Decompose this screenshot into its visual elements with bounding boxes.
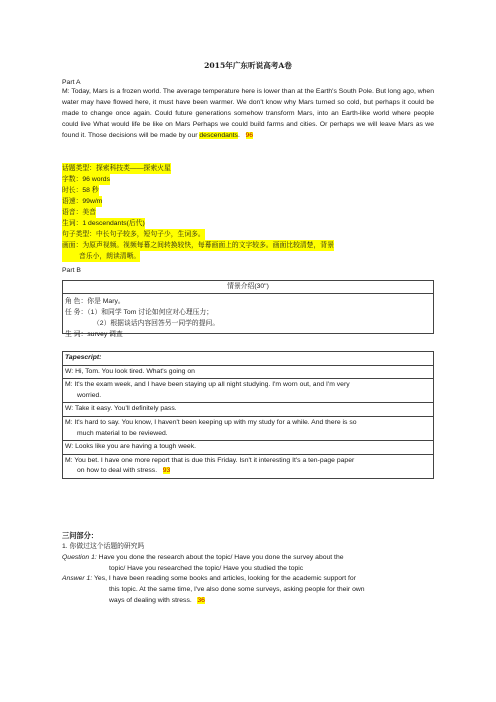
qa-block bbox=[62, 542, 434, 607]
tapescript-header bbox=[63, 352, 433, 366]
tapescript-continuation bbox=[65, 466, 431, 477]
meta-line: 话题类型：探索科技类——探索火星 bbox=[62, 165, 171, 172]
passage-end: . bbox=[237, 131, 240, 139]
part-a-label: Part A bbox=[62, 79, 81, 86]
answer-cont-2 bbox=[62, 596, 434, 607]
passage-text: M: Today, Mars is a frozen world. The average temperature here is lower than at the Earth's South Pole. But long ago, when water may have flowed here, it must have been warmer. We don't know why Mars turned so cold, but perhaps it could be made to change once again. Could future generations somehow transform Mars, into an Earth-like world where people could live What would life be like on Mars Perhaps we could build farms and cities. Or perhaps we will leave Mars as we found it. Those decisions will be made by our bbox=[62, 88, 434, 139]
answer-1 bbox=[62, 574, 434, 606]
meta-line: 画面：为原声视频。视频每幕之间转换较快，每幕画面上的文字较多。画面比较清楚，背景 bbox=[62, 242, 334, 249]
tapescript-text: M: It's the exam week, and I have been staying up all night studying. I'm worn out, and I'm very bbox=[65, 381, 350, 389]
scenario-body bbox=[63, 294, 433, 342]
tapescript-text: W: Hi, Tom. You look tired. What's going on bbox=[65, 367, 195, 375]
tapescript-text: W: Looks like you are having a tough week. bbox=[65, 443, 196, 451]
tapescript-line bbox=[63, 455, 433, 478]
answer-word-count: 36 bbox=[197, 596, 205, 604]
question-cn: 1. 你做过这个话题的研究吗 bbox=[62, 543, 145, 550]
question-cont: topic/ Have you researched the topic/ Have you studied the topic bbox=[109, 564, 304, 572]
scenario-row: 生 词：survey 调查 bbox=[65, 331, 123, 338]
question-text: Have you done the research about the topic/ Have you done the survey about the bbox=[96, 553, 344, 561]
tapescript-line bbox=[63, 417, 433, 441]
answer-label: Answer 1: bbox=[62, 575, 93, 583]
tapescript-line bbox=[63, 379, 433, 403]
tapescript-label: Tapescript: bbox=[65, 354, 102, 361]
answer-cont-1: this topic. At the same time, I've also done some surveys, asking people for their own bbox=[109, 586, 365, 594]
part-a-passage bbox=[62, 87, 434, 142]
answer-cont-2-text: ways of dealing with stress. bbox=[109, 596, 192, 604]
tapescript-continuation bbox=[65, 391, 431, 402]
tapescript-line bbox=[63, 403, 433, 417]
question-label: Question 1: bbox=[62, 553, 97, 561]
question-1 bbox=[62, 553, 434, 575]
scenario-row: （2）根据谈话内容回答另一同学的提问。 bbox=[93, 320, 220, 327]
meta-line: 句子类型：中长句子较多，短句子少，生词多。 bbox=[62, 231, 205, 238]
scenario-row: 角 色：你是 Mary。 bbox=[65, 298, 125, 305]
tapescript-line bbox=[63, 366, 433, 380]
part-a-meta bbox=[62, 163, 334, 262]
tapescript-word-count: 93 bbox=[162, 467, 171, 475]
tapescript-cont-text: worried. bbox=[77, 391, 102, 399]
tapescript-cont-text: much material to be reviewed. bbox=[77, 429, 168, 437]
tapescript-cont-text: on how to deal with stress. bbox=[77, 467, 158, 475]
tapescript-text: M: You bet. I have one more report that is due this Friday. Isn't it interesting It's a ten-page paper bbox=[65, 456, 355, 464]
tapescript-text: W: Take it easy. You'll definitely pass. bbox=[65, 405, 177, 413]
scenario-box bbox=[62, 280, 434, 338]
meta-line: 语音：美音 bbox=[62, 209, 96, 216]
meta-line: 时长：58 秒 bbox=[62, 187, 99, 194]
meta-line: 音乐小，朗读清晰。 bbox=[62, 251, 140, 262]
meta-line: 字数：96 words bbox=[62, 176, 110, 183]
tapescript-box bbox=[62, 351, 434, 479]
passage-word-count: 96 bbox=[245, 131, 254, 139]
scenario-row: 任 务：（1）和同学 Tom 讨论如何应对心理压力； bbox=[65, 309, 214, 316]
passage-highlight-word: descendants bbox=[199, 131, 238, 139]
scenario-header: 情景介绍(30") bbox=[63, 281, 433, 294]
tapescript-line bbox=[63, 441, 433, 455]
qa-section-title: 三问部分： bbox=[62, 531, 98, 540]
tapescript-continuation bbox=[65, 429, 431, 440]
part-b-label: Part B bbox=[62, 267, 81, 274]
answer-text: Yes, I have been reading some books and articles, looking for the academic support for bbox=[92, 575, 356, 583]
tapescript-text: M: It's hard to say. You know, I haven't been keeping up with my study for a while. And there is so bbox=[65, 418, 357, 426]
page-title: 2015年广东听说高考A卷 bbox=[204, 61, 292, 70]
meta-line: 语速：99w/m bbox=[62, 198, 103, 205]
meta-line: 生词：1 descendants(后代) bbox=[62, 220, 145, 227]
